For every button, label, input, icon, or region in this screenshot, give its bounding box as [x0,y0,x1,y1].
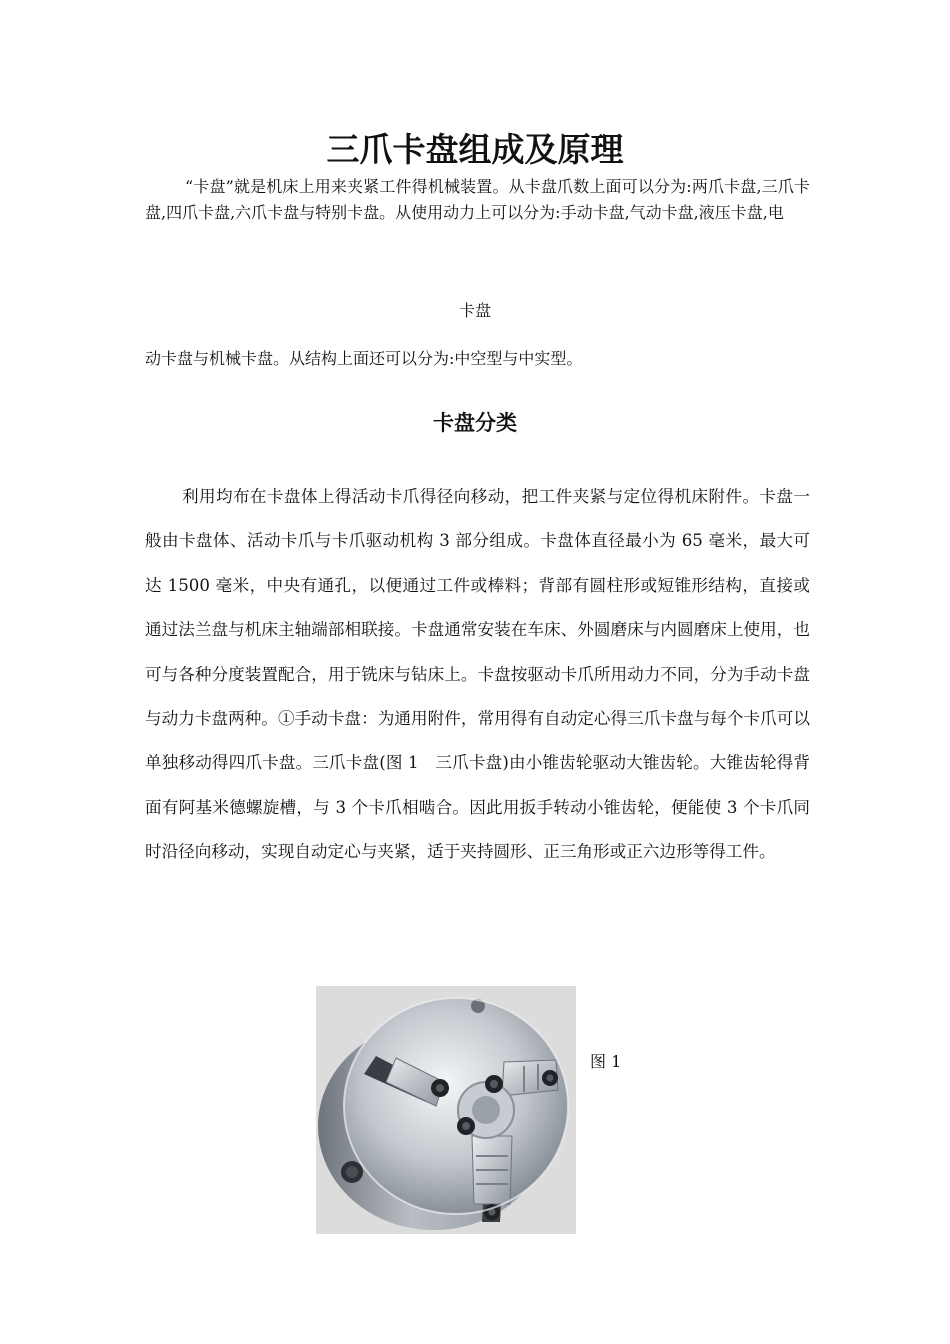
intro-continued-paragraph: 动卡盘与机械卡盘。从结构上面还可以分为:中空型与中实型。 [145,349,583,368]
inline-caption: 卡盘 [458,301,491,320]
three-jaw-chuck-image [316,986,576,1234]
body-paragraph: 利用均布在卡盘体上得活动卡爪得径向移动，把工件夹紧与定位得机床附件。卡盘一般由卡盘体、活动卡爪与卡爪驱动机构 3 部分组成。卡盘体直径最小为 65 毫米，最大可达 1500 毫米，中央有通孔，以便通过工件或棒料；背部有圆柱形或短锥形结构，直接或通过法兰盘与机床主轴端部相联接。卡盘通常安装在车床、外圆磨床与内圆磨床上使用，也可与各种分度装置配合，用于铣床与钻床上。卡盘按驱动卡爪所用动力不同，分为手动卡盘与动力卡盘两种。①手动卡盘：为通用附件，常用得有自动定心得三爪卡盘与每个卡爪可以单独移动得四爪卡盘。三爪卡盘(图 1 三爪卡盘)由小锥齿轮驱动大锥齿轮。大锥齿轮得背面有阿基米德螺旋槽，与 3 个卡爪相啮合。因此用扳手转动小锥齿轮，便能使 3 个卡爪同时沿径向移动，实现自动定心与夹紧，适于夹持圆形、正三角形或正六边形等得工件。 [145,487,810,862]
section-heading: 卡盘分类 [433,410,517,435]
document-title: 三爪卡盘组成及原理 [326,130,624,169]
intro-paragraph: “卡盘”就是机床上用来夹紧工件得机械装置。从卡盘爪数上面可以分为:两爪卡盘,三爪卡盘,四爪卡盘,六爪卡盘与特别卡盘。从使用动力上可以分为:手动卡盘,气动卡盘,液压卡盘,电 [145,177,810,222]
figure-label: 图 1 [590,1052,622,1071]
